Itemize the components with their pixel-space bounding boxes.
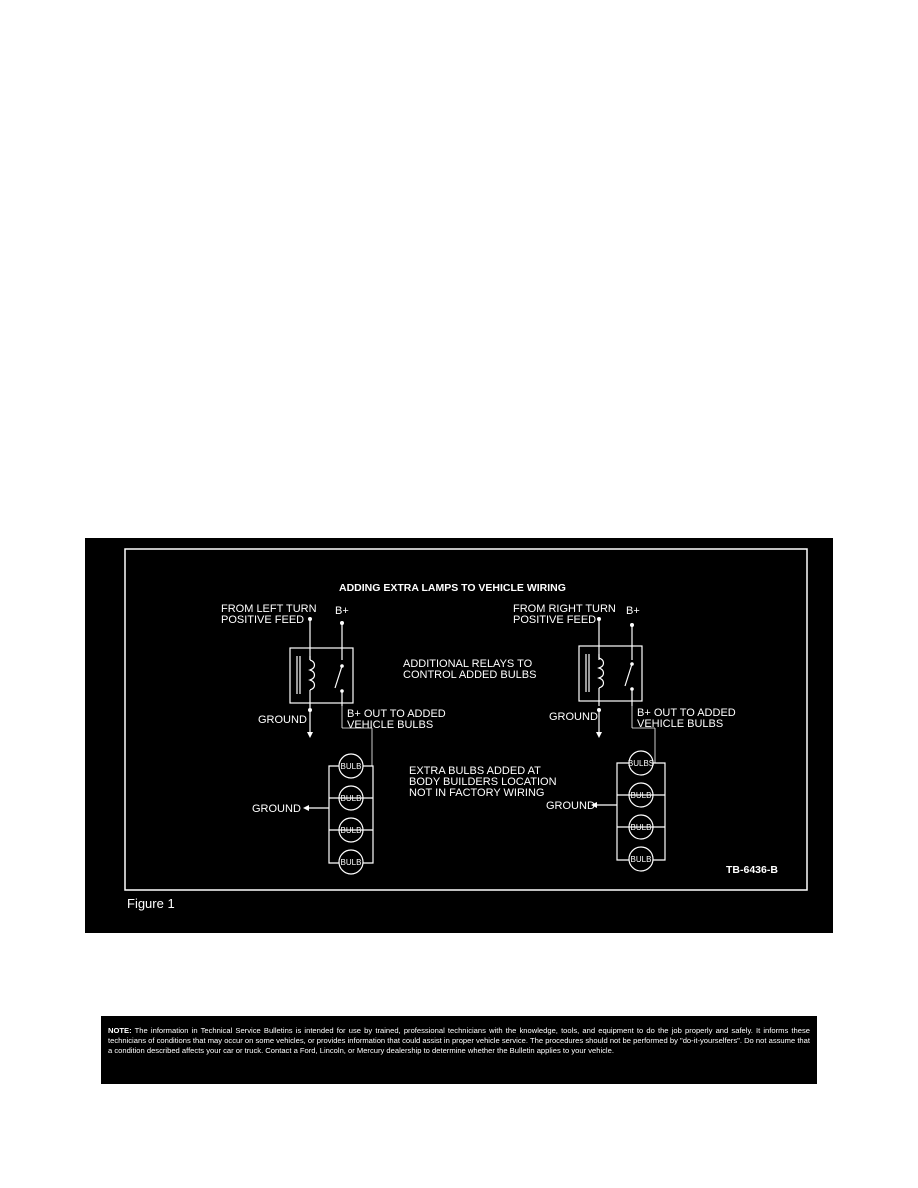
relays-label-2: CONTROL ADDED BULBS: [403, 669, 537, 681]
left-bulb-ground-label: GROUND: [252, 803, 301, 815]
left-relay: [290, 648, 353, 708]
right-feed-label-2: POSITIVE FEED: [513, 614, 597, 626]
left-bulb-2-label: BULB: [340, 794, 362, 803]
right-bulb-2-label: BULB: [630, 791, 652, 800]
left-bulb-3-label: BULB: [340, 826, 362, 835]
left-out-label-1: B+ OUT TO ADDED: [347, 708, 446, 720]
right-bplus-label: B+: [626, 605, 640, 617]
right-bulb-3-label: BULB: [630, 823, 652, 832]
left-bulb-bank: [329, 754, 373, 874]
right-out-label-1: B+ OUT TO ADDED: [637, 707, 736, 719]
left-bulb-1-label: BULB: [340, 762, 362, 771]
right-bulb-bank: [617, 751, 665, 871]
left-bulb-4-label: BULB: [340, 858, 362, 867]
left-circuit: [221, 603, 446, 874]
note-text: The information in Technical Service Bulletins is intended for use by trained, professional technicians with the knowledge, tools, and equipment to do the job properly and safely. It informs these technicians of conditions that may occur on some vehicles, or provides information that could assist in proper vehicle service. The procedures should not be performed by "do-it-yourselfers". Do not assume that a condition described affects your car or truck. Contact a Ford, Lincoln, or Mercury dealership to determine whether the Bulletin applies to your vehicle.: [108, 1026, 810, 1055]
note-label: NOTE:: [108, 1026, 132, 1035]
right-bulb-1-label: BULBS: [627, 759, 655, 768]
right-relay-ground-label: GROUND: [549, 711, 598, 723]
wiring-figure: [85, 538, 833, 933]
left-relay-ground-label: GROUND: [258, 714, 307, 726]
right-circuit: [513, 603, 736, 871]
right-out-label-2: VEHICLE BULBS: [637, 718, 724, 730]
extra-bulbs-label-3: NOT IN FACTORY WIRING: [409, 787, 545, 799]
extra-bulbs-label-1: EXTRA BULBS ADDED AT: [409, 765, 541, 777]
disclaimer-note: [101, 1016, 817, 1084]
left-out-label-2: VEHICLE BULBS: [347, 719, 434, 731]
left-feed-label-2: POSITIVE FEED: [221, 614, 305, 626]
right-bulb-4-label: BULB: [630, 855, 652, 864]
left-bplus-label: B+: [335, 605, 349, 617]
extra-bulbs-label-2: BODY BUILDERS LOCATION: [409, 776, 557, 788]
left-feed-label-1: FROM LEFT TURN: [221, 603, 317, 615]
right-bulb-ground-label: GROUND: [546, 800, 595, 812]
figure-caption: Figure 1: [127, 896, 175, 911]
figure-title: ADDING EXTRA LAMPS TO VEHICLE WIRING: [339, 582, 566, 594]
right-feed-label-1: FROM RIGHT TURN: [513, 603, 616, 615]
figure-code: TB-6436-B: [726, 864, 778, 876]
relays-label-1: ADDITIONAL RELAYS TO: [403, 658, 533, 670]
